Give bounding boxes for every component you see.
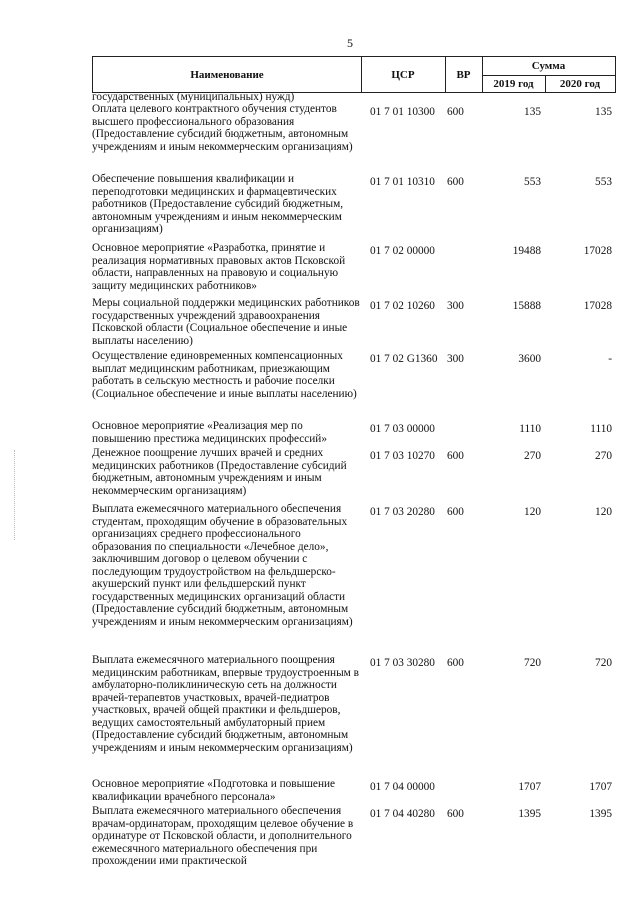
budget-table [92, 56, 616, 867]
table-header [92, 56, 616, 93]
row-code: 01 7 01 10310 [370, 176, 435, 188]
row-code: 01 7 01 10300 [370, 106, 435, 118]
row-name: Выплата ежемесячного материального обеспечения студентам, проходящим обучение в образовательных организациях среднего профессионального образования по специальности «Лечебное дело», заключившим договор о целевом обучении с последующим трудоустройством на фельдшерско-акушерский пункт или фельдшерский пункт государственных медицинских организаций области (Предоставление субсидий бюджетным, автономным учреждениям и иным некоммерческим организациям) [92, 503, 353, 628]
row-code: 01 7 02 10260 [370, 300, 435, 312]
row-code: 01 7 03 00000 [370, 423, 435, 435]
header-2020: 2020 год [559, 78, 601, 90]
row-sum-2019: 1110 [519, 423, 541, 435]
row-sum-2019: 270 [524, 450, 541, 462]
row-sum-2019: 3600 [518, 353, 541, 365]
row-sum-2019: 553 [524, 176, 541, 188]
row-name: Денежное поощрение лучших врачей и средних медицинских работников (Предоставление субсидий бюджетным, автономным учреждениям и иным некоммерческим организациям) [92, 447, 347, 497]
row-sum-2020: 720 [595, 657, 612, 669]
row-sum-2020: 553 [595, 176, 612, 188]
row-vr: 300 [447, 300, 464, 312]
row-vr: 600 [447, 106, 464, 118]
row-code: 01 7 03 10270 [370, 450, 435, 462]
row-name: государственных (муниципальных) нужд) [92, 91, 295, 103]
row-vr: 600 [447, 176, 464, 188]
row-sum-2019: 720 [524, 657, 541, 669]
row-vr: 600 [447, 657, 464, 669]
row-name: Выплата ежемесячного материального обеспечения врачам-ординаторам, проходящим целевое обучение в ординатуре от Псковской области, и дополнительного ежемесячного материального обеспечения при прохождении ими практической [92, 805, 354, 867]
row-sum-2020: - [608, 353, 612, 365]
row-code: 01 7 04 00000 [370, 781, 435, 793]
page-number: 5 [347, 36, 353, 50]
row-sum-2019: 1395 [518, 808, 541, 820]
row-name: Обеспечение повышения квалификации и переподготовки медицинских и фармацевтических работников (Предоставление субсидий бюджетным, автономным учреждениям и иным некоммерческим организациям) [92, 173, 344, 235]
row-code: 01 7 03 30280 [370, 657, 435, 669]
row-sum-2020: 1110 [590, 423, 612, 435]
row-sum-2019: 19488 [512, 245, 541, 257]
row-sum-2020: 270 [595, 450, 612, 462]
row-sum-2019: 15888 [512, 300, 541, 312]
row-sum-2020: 17028 [583, 300, 612, 312]
row-sum-2019: 1707 [518, 781, 541, 793]
row-name: Осуществление единовременных компенсационных выплат медицинским работникам, приезжающим работать в сельскую местность и рабочие поселки (Социальное обеспечение и иные выплаты населению) [92, 350, 357, 400]
row-sum-2020: 120 [595, 506, 612, 518]
header-name: Наименование [190, 68, 264, 81]
row-name: Выплата ежемесячного материального поощрения медицинским работникам, впервые трудоустроенным в амбулаторно-поликлиническую сеть на должности врачей-терапевтов участковых, врачей-педиатров участковых, врачей общей практики и фельдшеров, ведущих самостоятельный амбулаторный прием (Предоставление субсидий бюджетным, автономным учреждениям и иным некоммерческим организациям) [92, 654, 359, 754]
row-vr: 600 [447, 808, 464, 820]
header-vr: ВР [456, 68, 471, 81]
row-name: Основное мероприятие «Подготовка и повышение квалификации врачебного персонала» [92, 778, 336, 803]
row-sum-2020: 135 [595, 106, 612, 118]
row-code: 01 7 04 40280 [370, 808, 435, 820]
row-name: Меры социальной поддержки медицинских работников государственных учреждений здравоохранения Псковской области (Социальное обеспечение и иные выплаты населению) [92, 297, 360, 347]
row-vr: 600 [447, 506, 464, 518]
scan-margin-mark [14, 450, 16, 540]
row-code: 01 7 03 20280 [370, 506, 435, 518]
row-name: Оплата целевого контрактного обучения студентов высшего профессионального образования (Предоставление субсидий бюджетным, автономным учреждениям и иным некоммерческим организациям) [92, 103, 353, 153]
row-sum-2020: 1395 [589, 808, 612, 820]
row-sum-2020: 17028 [583, 245, 612, 257]
row-sum-2019: 135 [524, 106, 541, 118]
row-code: 01 7 02 00000 [370, 245, 435, 257]
header-sum: Сумма [531, 60, 566, 72]
row-sum-2020: 1707 [589, 781, 612, 793]
row-vr: 600 [447, 450, 464, 462]
row-sum-2019: 120 [524, 506, 541, 518]
header-2019: 2019 год [493, 78, 534, 90]
row-code: 01 7 02 G1360 [370, 353, 438, 365]
row-vr: 300 [447, 353, 464, 365]
row-name: Основное мероприятие «Разработка, принятие и реализация нормативных правовых актов Псковской области, направленных на правовую и социальную защиту медицинских работников» [92, 242, 346, 292]
header-csr: ЦСР [391, 68, 415, 81]
row-name: Основное мероприятие «Реализация мер по повышению престижа медицинских профессий» [92, 420, 328, 445]
